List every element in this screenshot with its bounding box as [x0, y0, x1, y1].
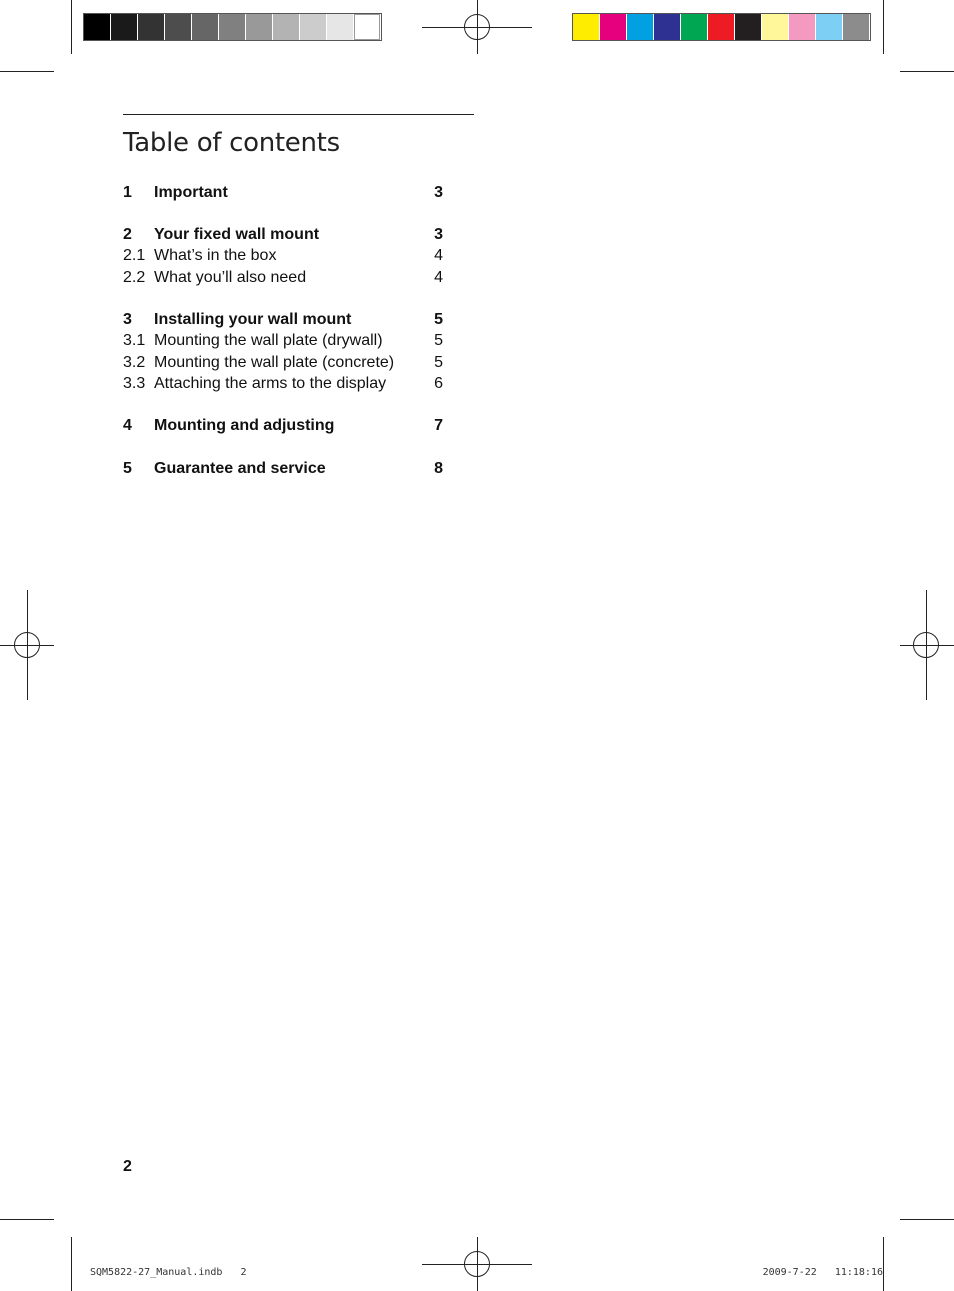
color-swatch: [735, 14, 761, 40]
toc-entry-page: 5: [434, 332, 443, 349]
gray-swatch: [300, 14, 326, 40]
slug-timestamp: 2009-7-22 11:18:16: [762, 1267, 883, 1278]
toc-subsection-row: [123, 373, 443, 394]
color-swatch: [789, 14, 815, 40]
crop-mark-top-right-v: [883, 0, 884, 54]
toc-entry-page: 7: [434, 417, 443, 434]
crop-mark-bottom-right-h: [900, 1219, 954, 1220]
toc-section-row: [123, 182, 443, 203]
toc-entry-number: 4: [123, 417, 132, 434]
toc-entry-number: 3: [123, 311, 132, 328]
page-number: 2: [123, 1158, 132, 1175]
toc-entry-page: 3: [434, 184, 443, 201]
color-swatch: [600, 14, 626, 40]
toc-entry-label: Attaching the arms to the display: [154, 375, 387, 392]
toc-entry-number: 5: [123, 460, 132, 477]
toc-entry-label: What’s in the box: [154, 247, 277, 264]
crop-mark-top-right-h: [900, 71, 954, 72]
color-swatch: [627, 14, 653, 40]
gray-swatch: [219, 14, 245, 40]
color-swatch: [681, 14, 707, 40]
color-swatch: [762, 14, 788, 40]
gray-swatch: [165, 14, 191, 40]
gray-swatch: [84, 14, 110, 40]
toc-entry-label: Your fixed wall mount: [154, 226, 320, 243]
toc-section-row: [123, 224, 443, 245]
toc-entry-label: Mounting the wall plate (drywall): [154, 332, 383, 349]
gray-swatch: [192, 14, 218, 40]
toc-entry-number: 2.1: [123, 247, 146, 264]
gray-swatch: [246, 14, 272, 40]
slug-file-info: SQM5822-27_Manual.indb 2: [90, 1267, 247, 1278]
toc-entry-page: 5: [434, 354, 443, 371]
toc-entry-page: 8: [434, 460, 443, 477]
toc-entry-page: 5: [434, 311, 443, 328]
toc-section-row: [123, 458, 443, 479]
color-swatch: [816, 14, 842, 40]
toc-entry-number: 3.3: [123, 375, 146, 392]
title-rule: [123, 114, 474, 115]
crop-mark-bottom-right-v: [883, 1237, 884, 1291]
crop-mark-bottom-left-h: [0, 1219, 54, 1220]
toc-section-row: [123, 309, 443, 330]
crop-mark-top-left-v: [71, 0, 72, 54]
toc-entry-number: 3.2: [123, 354, 146, 371]
toc-entry-number: 2.2: [123, 269, 146, 286]
gray-swatch: [327, 14, 353, 40]
toc-subsection-row: [123, 330, 443, 351]
toc-subsection-row: [123, 245, 443, 266]
toc-entry-page: 6: [434, 375, 443, 392]
gray-swatch: [354, 14, 380, 40]
color-swatch: [843, 14, 869, 40]
toc-subsection-row: [123, 352, 443, 373]
gray-swatch: [138, 14, 164, 40]
color-swatch: [654, 14, 680, 40]
toc-entry-number: 1: [123, 184, 132, 201]
crop-mark-top-left-h: [0, 71, 54, 72]
toc-subsection-row: [123, 267, 443, 288]
crop-mark-bottom-left-v: [71, 1237, 72, 1291]
toc-entry-label: Mounting the wall plate (concrete): [154, 354, 395, 371]
toc-section-row: [123, 415, 443, 436]
toc-entry-label: Installing your wall mount: [154, 311, 352, 328]
color-swatch: [573, 14, 599, 40]
toc-entry-label: What you’ll also need: [154, 269, 307, 286]
toc-entry-number: 2: [123, 226, 132, 243]
toc-entry-label: Important: [154, 184, 228, 201]
gray-swatch: [111, 14, 137, 40]
toc-entry-page: 3: [434, 226, 443, 243]
toc-title: Table of contents: [123, 128, 340, 158]
toc-entry-label: Guarantee and service: [154, 460, 326, 477]
gray-swatch: [273, 14, 299, 40]
toc-entry-label: Mounting and adjusting: [154, 417, 335, 434]
toc-entry-page: 4: [434, 269, 443, 286]
color-swatch: [708, 14, 734, 40]
toc-entry-number: 3.1: [123, 332, 146, 349]
toc-entry-page: 4: [434, 247, 443, 264]
